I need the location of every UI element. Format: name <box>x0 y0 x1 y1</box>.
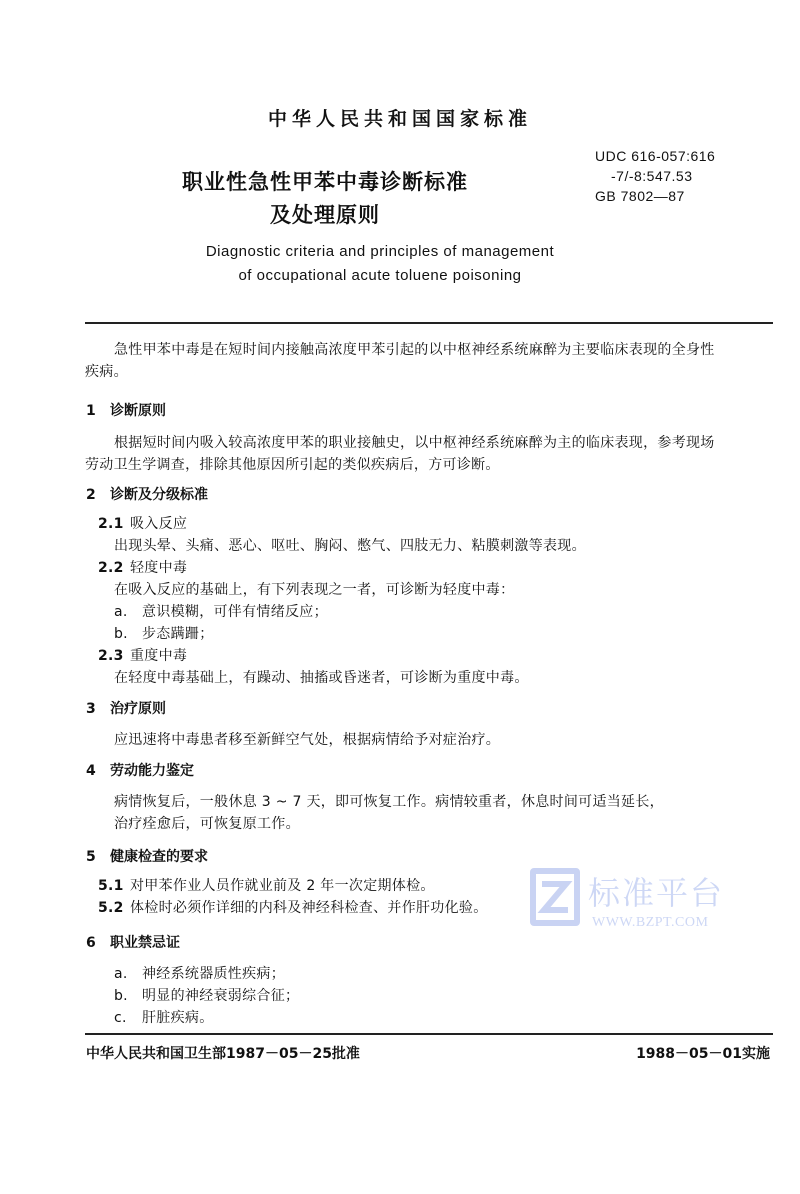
subsection-2-1 <box>98 514 187 535</box>
subsection-title: 轻度中毒 <box>130 560 188 576</box>
section-number: 3 <box>86 701 96 717</box>
intro-paragraph-cont: 疾病。 <box>85 364 128 380</box>
section-title: 职业禁忌证 <box>110 935 180 951</box>
list-text: 肝脏疾病。 <box>142 1010 214 1026</box>
subsection-number: 2.3 <box>98 648 124 664</box>
subsection-text: 体检时必须作详细的内科及神经科检查、并作肝功化验。 <box>130 900 488 916</box>
list-item <box>114 986 299 1007</box>
udc-code: UDC 616-057:616 <box>595 148 716 164</box>
document-title-line2: 及处理原则 <box>270 203 380 227</box>
subsection-2-2 <box>98 558 187 579</box>
list-item <box>114 602 328 623</box>
list-label: b. <box>114 626 128 642</box>
section-heading-2 <box>86 484 208 504</box>
section-1-paragraph-cont: 劳动卫生学调查，排除其他原因所引起的类似疾病后，方可诊断。 <box>85 457 500 473</box>
watermark-text: 标准平台 <box>588 874 725 912</box>
section-4-paragraph-cont: 治疗痊愈后，可恢复原工作。 <box>114 816 300 832</box>
subsection-2-1-text: 出现头晕、头痛、恶心、呕吐、胸闷、憋气、四肢无力、粘膜刺激等表现。 <box>114 538 586 554</box>
subsection-number: 5.1 <box>98 878 124 894</box>
list-item <box>114 964 285 985</box>
list-text: 明显的神经衰弱综合征； <box>142 988 300 1004</box>
section-number: 1 <box>86 403 96 419</box>
section-number: 4 <box>86 763 96 779</box>
section-number: 5 <box>86 849 96 865</box>
bzpt-logo-icon <box>530 868 580 926</box>
section-heading-6 <box>86 932 180 952</box>
document-title: 职业性急性甲苯中毒诊断标准 <box>182 170 468 194</box>
section-title: 治疗原则 <box>110 701 166 717</box>
section-heading-4 <box>86 760 194 780</box>
list-item <box>114 1008 214 1029</box>
national-standard-heading: 中华人民共和国国家标准 <box>267 108 532 130</box>
section-title: 诊断原则 <box>110 403 166 419</box>
effective-date: 1988－05－01实施 <box>636 1046 770 1062</box>
section-title: 健康检查的要求 <box>110 849 208 865</box>
gb-code: GB 7802—87 <box>595 188 685 204</box>
section-1-paragraph: 根据短时间内吸入较高浓度甲苯的职业接触史，以中枢神经系统麻醉为主的临床表现，参考现场 <box>114 435 715 451</box>
list-text: 意识模糊，可伴有情绪反应； <box>142 604 328 620</box>
z-letter-icon <box>536 874 574 920</box>
list-label: a. <box>114 604 128 620</box>
subsection-2-2-text: 在吸入反应的基础上，有下列表现之一者，可诊断为轻度中毒： <box>114 582 515 598</box>
subsection-5-1 <box>98 876 435 897</box>
list-label: b. <box>114 988 128 1004</box>
subsection-5-2 <box>98 898 488 919</box>
section-title: 劳动能力鉴定 <box>110 763 194 779</box>
list-text: 神经系统器质性疾病； <box>142 966 285 982</box>
subsection-title: 重度中毒 <box>130 648 188 664</box>
section-3-paragraph: 应迅速将中毒患者移至新鲜空气处，根据病情给予对症治疗。 <box>114 732 501 748</box>
section-title: 诊断及分级标准 <box>110 487 208 503</box>
section-heading-5 <box>86 846 208 866</box>
subsection-text: 对甲苯作业人员作就业前及 2 年一次定期体检。 <box>130 878 435 894</box>
section-4-paragraph: 病情恢复后，一般休息 3 ~ 7 天，即可恢复工作。病情较重者，休息时间可适当延长， <box>114 794 664 810</box>
footer-divider <box>85 1033 773 1035</box>
subsection-2-3-text: 在轻度中毒基础上，有躁动、抽搐或昏迷者，可诊断为重度中毒。 <box>114 670 529 686</box>
subsection-2-3 <box>98 646 187 667</box>
approval-date: 中华人民共和国卫生部1987－05－25批准 <box>86 1046 360 1062</box>
list-item <box>114 624 214 645</box>
subsection-number: 2.2 <box>98 560 124 576</box>
section-heading-1 <box>86 400 166 420</box>
english-title-line2: of occupational acute toluene poisoning <box>238 267 522 284</box>
subsection-number: 5.2 <box>98 900 124 916</box>
list-text: 步态蹒跚； <box>142 626 214 642</box>
section-heading-3 <box>86 698 166 718</box>
watermark-url: WWW.BZPT.COM <box>592 915 709 930</box>
classification-codes <box>595 146 715 206</box>
header-divider <box>85 322 773 324</box>
list-label: c. <box>114 1010 127 1026</box>
section-number: 2 <box>86 487 96 503</box>
section-number: 6 <box>86 935 96 951</box>
watermark <box>530 868 740 938</box>
english-title: Diagnostic criteria and principles of management <box>205 243 555 260</box>
subsection-number: 2.1 <box>98 516 124 532</box>
udc-code-continued: -7/-8:547.53 <box>611 168 693 184</box>
subsection-title: 吸入反应 <box>130 516 188 532</box>
list-label: a. <box>114 966 128 982</box>
intro-paragraph: 急性甲苯中毒是在短时间内接触高浓度甲苯引起的以中枢神经系统麻醉为主要临床表现的全身性 <box>114 342 715 358</box>
